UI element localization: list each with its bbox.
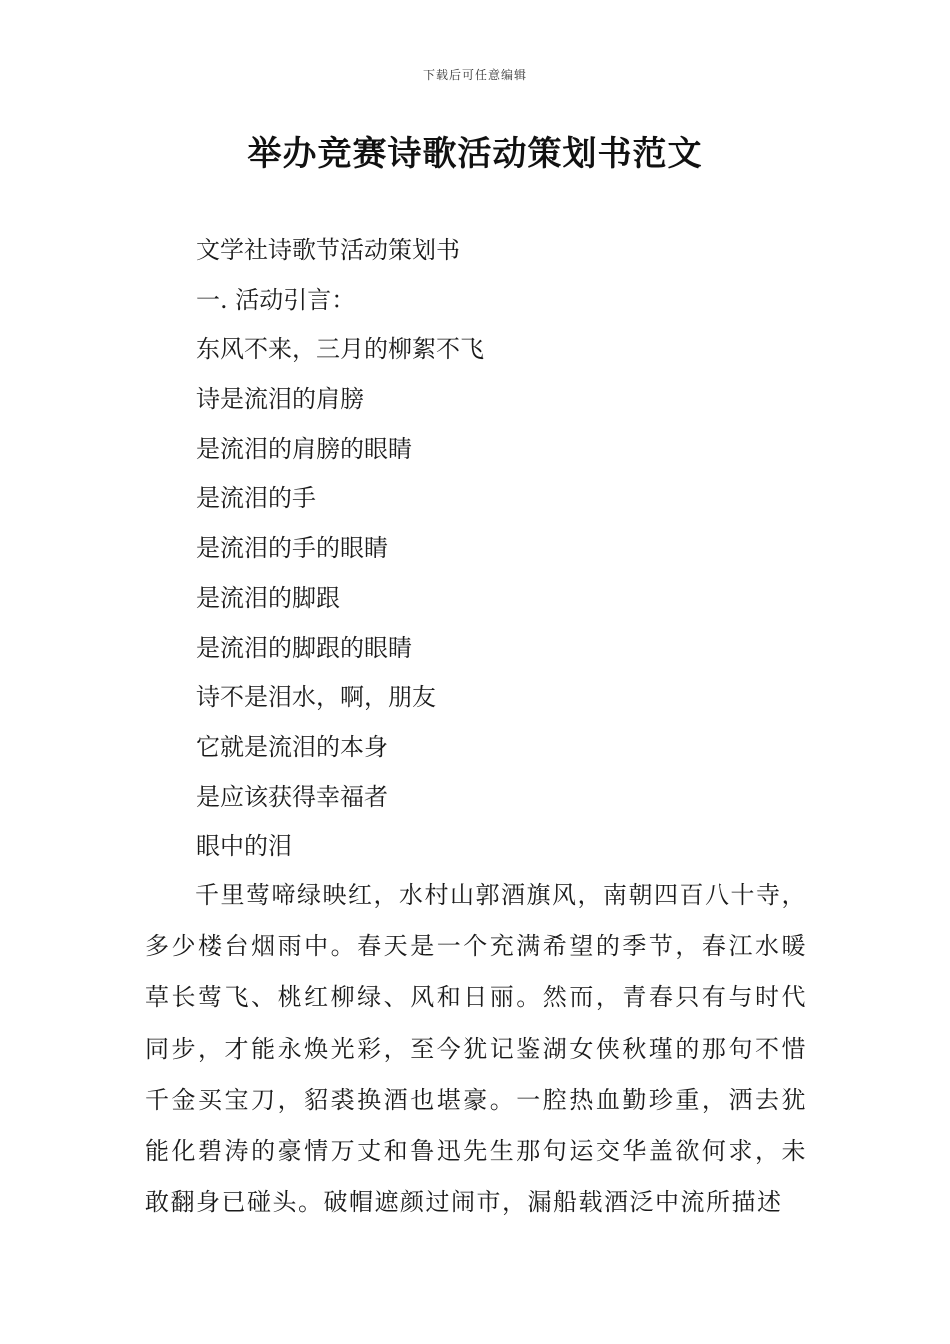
header-note: 下载后可任意编辑 [422, 68, 527, 82]
text-line: 一. 活动引言： [196, 285, 356, 314]
text-line: 诗是流泪的肩膀 [196, 385, 364, 414]
text-line: 是应该获得幸福者 [196, 782, 388, 811]
text-line: 诗不是泪水，啊，朋友 [196, 683, 436, 712]
text-line: 眼中的泪 [196, 832, 292, 861]
text-line: 它就是流泪的本身 [196, 732, 388, 761]
text-line: 是流泪的手的眼睛 [196, 534, 388, 563]
text-line: 是流泪的手 [196, 484, 316, 513]
poem-lines [196, 226, 816, 872]
text-line: 是流泪的肩膀的眼睛 [196, 434, 412, 463]
body-paragraph: 千里莺啼绿映红，水村山郭酒旗风，南朝四百八十寺，多少楼台烟雨中。春天是一个充满希望的季节，春江水暖草长莺飞、桃红柳绿、风和日丽。然而，青春只有与时代同步，才能永焕光彩，至今犹记鉴湖女侠秋瑾的那句不惜千金买宝刀，貂裘换酒也堪豪。一腔热血勤珍重，洒去犹能化碧涛的豪情万丈和鲁迅先生那句运交华盖欲何求，未敢翻身已碰头。破帽遮颜过闹市，漏船载酒泛中流所描述 [145, 881, 807, 1217]
text-line: 文学社诗歌节活动策划书 [196, 236, 460, 264]
text-line: 是流泪的脚跟的眼睛 [196, 633, 412, 662]
text-line: 是流泪的脚跟 [196, 583, 340, 612]
document-title: 举办竞赛诗歌活动策划书范文 [247, 134, 703, 174]
text-line: 东风不来，三月的柳絮不飞 [196, 335, 484, 364]
